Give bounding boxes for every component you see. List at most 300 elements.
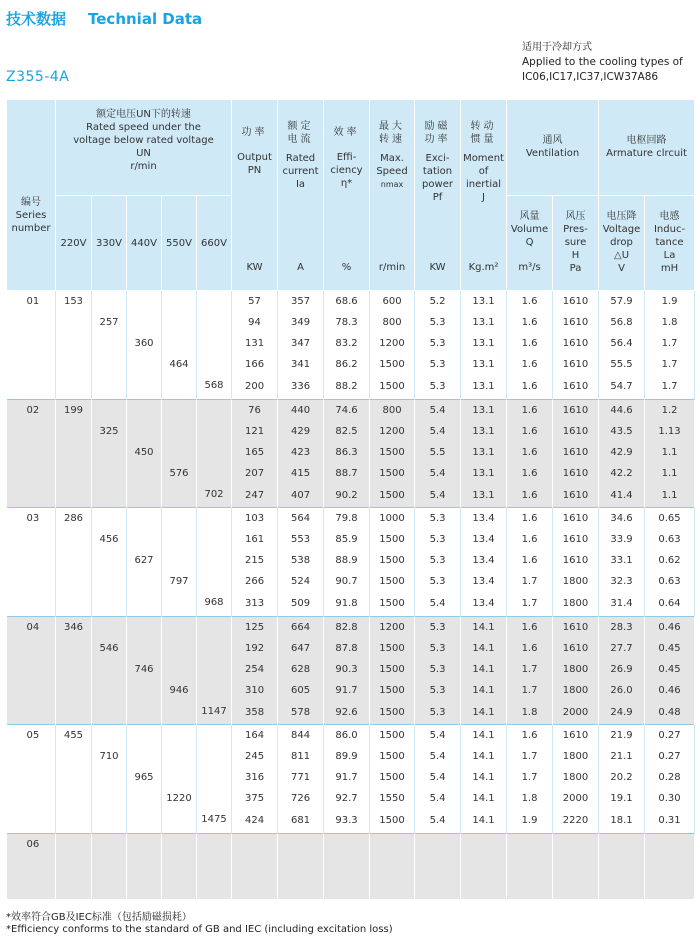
data-cell: 91.8	[324, 592, 370, 616]
speed-cell	[92, 291, 127, 313]
speed-cell	[127, 833, 162, 899]
data-cell: 1.6	[507, 725, 553, 747]
speed-cell	[197, 421, 232, 442]
header-armature-circuit: 电枢回路 Armature clrcuit	[599, 100, 695, 196]
speed-cell	[162, 659, 197, 680]
speed-cell	[56, 312, 92, 333]
data-cell: 1500	[370, 659, 415, 680]
data-cell: 18.1	[599, 809, 645, 833]
data-cell: 424	[232, 809, 278, 833]
speed-cell: 325	[92, 421, 127, 442]
data-cell: 1.9	[507, 809, 553, 833]
table-row	[7, 442, 695, 463]
data-cell: 14.1	[461, 809, 507, 833]
data-cell: 13.1	[461, 484, 507, 508]
speed-cell	[56, 463, 92, 484]
data-cell: 103	[232, 508, 278, 530]
speed-cell	[197, 333, 232, 354]
speed-cell	[56, 638, 92, 659]
data-cell: 92.6	[324, 701, 370, 725]
table-row	[7, 701, 695, 725]
technical-data-table	[6, 99, 695, 899]
data-cell: 88.2	[324, 375, 370, 399]
data-cell: 0.46	[645, 616, 695, 638]
data-cell: 1500	[370, 746, 415, 767]
data-cell: 1800	[553, 571, 599, 592]
series-group-01	[7, 291, 695, 400]
header-series: 编号 Series number	[7, 100, 56, 291]
table-row	[7, 809, 695, 833]
data-cell: 57.9	[599, 291, 645, 313]
data-cell	[324, 833, 370, 899]
speed-cell	[56, 659, 92, 680]
data-cell: 1.7	[507, 767, 553, 788]
footnote-cn: *效率符合GB及IEC标准（包括励磁损耗）	[6, 912, 192, 923]
data-cell: 121	[232, 421, 278, 442]
data-cell: 0.45	[645, 638, 695, 659]
speed-cell: 568	[197, 375, 232, 399]
data-cell: 1500	[370, 463, 415, 484]
data-cell: 1200	[370, 421, 415, 442]
data-cell: 800	[370, 312, 415, 333]
data-cell: 1550	[370, 788, 415, 809]
speed-cell	[56, 484, 92, 508]
table-row	[7, 508, 695, 530]
data-cell: 88.7	[324, 463, 370, 484]
speed-cell	[127, 701, 162, 725]
speed-cell	[197, 833, 232, 899]
speed-cell	[162, 529, 197, 550]
data-cell: 423	[278, 442, 324, 463]
data-cell: 164	[232, 725, 278, 747]
speed-cell	[127, 399, 162, 421]
data-cell: 14.1	[461, 680, 507, 701]
data-cell: 5.3	[415, 616, 461, 638]
speed-cell	[162, 550, 197, 571]
data-cell: 0.64	[645, 592, 695, 616]
data-cell: 1.7	[645, 354, 695, 375]
data-cell: 13.1	[461, 421, 507, 442]
data-cell: 88.9	[324, 550, 370, 571]
data-cell: 1610	[553, 508, 599, 530]
speed-cell: 702	[197, 484, 232, 508]
speed-cell: 546	[92, 638, 127, 659]
data-cell: 42.9	[599, 442, 645, 463]
data-cell: 0.27	[645, 746, 695, 767]
table-row	[7, 746, 695, 767]
data-cell: 1.7	[507, 746, 553, 767]
data-cell: 90.7	[324, 571, 370, 592]
speed-cell	[92, 550, 127, 571]
data-cell: 2000	[553, 788, 599, 809]
data-cell: 664	[278, 616, 324, 638]
data-cell: 1000	[370, 508, 415, 530]
data-cell: 578	[278, 701, 324, 725]
speed-cell	[127, 725, 162, 747]
speed-cell: 946	[162, 680, 197, 701]
data-cell: 1500	[370, 809, 415, 833]
data-cell: 1500	[370, 354, 415, 375]
data-cell: 5.3	[415, 375, 461, 399]
data-cell: 5.4	[415, 725, 461, 747]
header-voltage-660: 660V	[197, 196, 232, 291]
speed-cell: 286	[56, 508, 92, 530]
table-row	[7, 484, 695, 508]
speed-cell: 455	[56, 725, 92, 747]
data-cell	[645, 833, 695, 899]
data-cell: 82.5	[324, 421, 370, 442]
data-cell: 2220	[553, 809, 599, 833]
data-cell: 54.7	[599, 375, 645, 399]
data-cell: 341	[278, 354, 324, 375]
speed-cell	[162, 701, 197, 725]
data-cell: 33.9	[599, 529, 645, 550]
data-cell: 76	[232, 399, 278, 421]
data-cell: 1.7	[507, 571, 553, 592]
data-cell: 1500	[370, 442, 415, 463]
data-cell: 14.1	[461, 616, 507, 638]
table-row	[7, 616, 695, 638]
speed-cell	[56, 421, 92, 442]
data-cell	[507, 833, 553, 899]
speed-cell	[56, 701, 92, 725]
data-cell: 254	[232, 659, 278, 680]
data-cell: 215	[232, 550, 278, 571]
speed-cell	[162, 484, 197, 508]
table-row	[7, 725, 695, 747]
cooling-cn: 适用于冷却方式	[522, 42, 592, 53]
table-header	[7, 100, 695, 291]
data-cell: 13.1	[461, 399, 507, 421]
speed-cell	[197, 550, 232, 571]
speed-cell	[56, 442, 92, 463]
data-cell: 1.2	[645, 399, 695, 421]
table-row	[7, 638, 695, 659]
series-number: 03	[7, 508, 56, 617]
speed-cell	[56, 809, 92, 833]
header-voltage-550: 550V	[162, 196, 197, 291]
data-cell: 13.4	[461, 592, 507, 616]
data-cell: 0.63	[645, 571, 695, 592]
data-cell: 56.4	[599, 333, 645, 354]
data-cell: 86.2	[324, 354, 370, 375]
title-en: Technial Data	[88, 10, 203, 28]
speed-cell	[92, 484, 127, 508]
speed-cell	[197, 788, 232, 809]
data-cell: 1.6	[507, 529, 553, 550]
data-cell: 5.4	[415, 809, 461, 833]
data-cell: 1610	[553, 375, 599, 399]
data-cell: 1.13	[645, 421, 695, 442]
speed-cell	[162, 508, 197, 530]
speed-cell	[56, 529, 92, 550]
speed-cell	[197, 659, 232, 680]
speed-cell	[92, 701, 127, 725]
speed-cell	[127, 788, 162, 809]
data-cell: 0.46	[645, 680, 695, 701]
speed-cell	[127, 638, 162, 659]
data-cell: 0.45	[645, 659, 695, 680]
speed-cell	[197, 508, 232, 530]
data-cell: 1.7	[507, 680, 553, 701]
data-cell: 347	[278, 333, 324, 354]
data-cell: 26.9	[599, 659, 645, 680]
data-cell: 1610	[553, 291, 599, 313]
data-cell: 5.3	[415, 312, 461, 333]
speed-cell	[127, 463, 162, 484]
speed-cell	[92, 809, 127, 833]
data-cell: 1610	[553, 333, 599, 354]
data-cell: 1.6	[507, 638, 553, 659]
data-cell: 600	[370, 291, 415, 313]
speed-cell	[92, 725, 127, 747]
speed-cell	[92, 333, 127, 354]
speed-cell	[162, 375, 197, 399]
data-cell: 43.5	[599, 421, 645, 442]
data-cell	[461, 833, 507, 899]
speed-cell	[162, 616, 197, 638]
series-group-04	[7, 616, 695, 725]
footnote-en: *Efficiency conforms to the standard of GB and IEC (including excitation loss)	[6, 924, 393, 935]
data-cell: 1.1	[645, 463, 695, 484]
header-voltage-220: 220V	[56, 196, 92, 291]
series-group-05	[7, 725, 695, 834]
data-cell: 1.9	[645, 291, 695, 313]
data-cell: 5.3	[415, 333, 461, 354]
speed-cell	[197, 312, 232, 333]
speed-cell	[56, 333, 92, 354]
data-cell: 5.4	[415, 767, 461, 788]
data-cell: 524	[278, 571, 324, 592]
speed-cell	[162, 833, 197, 899]
data-cell: 0.30	[645, 788, 695, 809]
data-cell: 358	[232, 701, 278, 725]
data-cell: 1800	[553, 592, 599, 616]
speed-cell	[127, 809, 162, 833]
data-cell: 5.3	[415, 550, 461, 571]
table-row	[7, 399, 695, 421]
data-cell: 5.3	[415, 701, 461, 725]
data-cell: 1610	[553, 421, 599, 442]
data-cell: 94	[232, 312, 278, 333]
speed-cell	[127, 592, 162, 616]
speed-cell	[127, 508, 162, 530]
data-cell: 41.4	[599, 484, 645, 508]
speed-cell	[162, 312, 197, 333]
data-cell: 13.1	[461, 354, 507, 375]
data-cell: 1.1	[645, 484, 695, 508]
data-cell: 1610	[553, 484, 599, 508]
speed-cell: 710	[92, 746, 127, 767]
speed-cell	[197, 767, 232, 788]
data-cell: 1.7	[507, 592, 553, 616]
data-cell: 0.62	[645, 550, 695, 571]
table-row	[7, 291, 695, 313]
speed-cell	[197, 442, 232, 463]
data-cell: 1.8	[645, 312, 695, 333]
data-cell: 1500	[370, 680, 415, 701]
data-cell: 87.8	[324, 638, 370, 659]
data-cell: 5.4	[415, 463, 461, 484]
speed-cell	[162, 291, 197, 313]
page-title	[6, 8, 202, 29]
speed-cell	[162, 592, 197, 616]
cooling-line1: Applied to the cooling types of	[522, 56, 683, 68]
speed-cell	[56, 592, 92, 616]
data-cell: 1610	[553, 725, 599, 747]
data-cell: 207	[232, 463, 278, 484]
data-cell: 68.6	[324, 291, 370, 313]
speed-cell	[162, 746, 197, 767]
data-cell: 0.63	[645, 529, 695, 550]
data-cell: 1800	[553, 680, 599, 701]
table-row	[7, 354, 695, 375]
speed-cell: 257	[92, 312, 127, 333]
data-cell: 1500	[370, 638, 415, 659]
data-cell: 56.8	[599, 312, 645, 333]
table-row	[7, 767, 695, 788]
data-cell: 1610	[553, 616, 599, 638]
data-cell: 1610	[553, 638, 599, 659]
data-cell: 13.1	[461, 463, 507, 484]
data-cell: 5.4	[415, 399, 461, 421]
speed-cell	[197, 463, 232, 484]
data-cell: 92.7	[324, 788, 370, 809]
data-cell: 375	[232, 788, 278, 809]
speed-cell	[127, 529, 162, 550]
data-cell: 1610	[553, 550, 599, 571]
data-cell: 1.6	[507, 312, 553, 333]
speed-cell	[92, 571, 127, 592]
data-cell: 681	[278, 809, 324, 833]
data-cell: 13.1	[461, 333, 507, 354]
data-cell: 42.2	[599, 463, 645, 484]
header-inductance: 电感 Induc- tance La mH	[645, 196, 695, 291]
speed-cell	[197, 680, 232, 701]
data-cell: 1.7	[507, 659, 553, 680]
series-number: 04	[7, 616, 56, 725]
data-cell: 86.3	[324, 442, 370, 463]
data-cell: 245	[232, 746, 278, 767]
data-cell: 19.1	[599, 788, 645, 809]
table-row	[7, 550, 695, 571]
data-cell: 74.6	[324, 399, 370, 421]
series-group-06	[7, 833, 695, 899]
data-cell: 1200	[370, 616, 415, 638]
data-cell: 1.6	[507, 463, 553, 484]
data-cell: 0.48	[645, 701, 695, 725]
data-cell: 5.3	[415, 354, 461, 375]
data-cell: 90.2	[324, 484, 370, 508]
data-cell: 5.3	[415, 659, 461, 680]
data-cell: 57	[232, 291, 278, 313]
data-cell: 538	[278, 550, 324, 571]
speed-cell: 346	[56, 616, 92, 638]
data-cell: 90.3	[324, 659, 370, 680]
cooling-types	[522, 40, 683, 85]
speed-cell	[197, 571, 232, 592]
data-cell: 429	[278, 421, 324, 442]
data-cell: 1800	[553, 746, 599, 767]
data-cell: 1610	[553, 529, 599, 550]
header-efficiency: 效率 Effi- ciency η* %	[324, 100, 370, 291]
speed-cell	[127, 421, 162, 442]
title-cn: 技术数据	[6, 10, 67, 28]
data-cell: 91.7	[324, 680, 370, 701]
speed-cell: 464	[162, 354, 197, 375]
speed-cell	[127, 312, 162, 333]
speed-cell	[56, 375, 92, 399]
data-cell: 14.1	[461, 788, 507, 809]
data-cell: 349	[278, 312, 324, 333]
speed-cell	[197, 291, 232, 313]
header-output: 功率 Output PN KW	[232, 100, 278, 291]
speed-cell	[127, 571, 162, 592]
data-cell: 82.8	[324, 616, 370, 638]
data-cell: 1800	[553, 767, 599, 788]
data-cell: 86.0	[324, 725, 370, 747]
data-cell: 161	[232, 529, 278, 550]
data-cell: 564	[278, 508, 324, 530]
data-cell: 26.0	[599, 680, 645, 701]
data-cell: 14.1	[461, 638, 507, 659]
speed-cell: 968	[197, 592, 232, 616]
data-cell: 844	[278, 725, 324, 747]
data-cell: 24.9	[599, 701, 645, 725]
table-row	[7, 375, 695, 399]
speed-cell: 450	[127, 442, 162, 463]
data-cell	[278, 833, 324, 899]
speed-cell: 627	[127, 550, 162, 571]
table-row	[7, 463, 695, 484]
speed-cell	[127, 291, 162, 313]
data-cell: 1.1	[645, 442, 695, 463]
speed-cell	[162, 421, 197, 442]
speed-cell	[127, 616, 162, 638]
speed-cell	[56, 680, 92, 701]
table-row	[7, 833, 695, 899]
speed-cell	[197, 529, 232, 550]
table-row	[7, 788, 695, 809]
data-cell: 1.7	[645, 333, 695, 354]
speed-cell	[92, 616, 127, 638]
data-cell: 85.9	[324, 529, 370, 550]
header-rated-current: 额定 电流 Rated current Ia A	[278, 100, 324, 291]
data-cell: 1500	[370, 592, 415, 616]
data-cell: 726	[278, 788, 324, 809]
table-row	[7, 659, 695, 680]
data-cell: 13.4	[461, 508, 507, 530]
speed-cell: 360	[127, 333, 162, 354]
data-cell: 166	[232, 354, 278, 375]
data-cell: 5.5	[415, 442, 461, 463]
header-ventilation: 通风 Ventilation	[507, 100, 599, 196]
speed-cell	[162, 399, 197, 421]
speed-cell	[197, 616, 232, 638]
speed-cell	[162, 725, 197, 747]
series-number: 02	[7, 399, 56, 508]
speed-cell	[197, 399, 232, 421]
speed-cell	[162, 638, 197, 659]
speed-cell	[92, 442, 127, 463]
speed-cell	[127, 484, 162, 508]
speed-cell	[92, 833, 127, 899]
data-cell: 1.6	[507, 333, 553, 354]
data-cell: 14.1	[461, 767, 507, 788]
data-cell: 83.2	[324, 333, 370, 354]
data-cell: 125	[232, 616, 278, 638]
data-cell: 5.3	[415, 680, 461, 701]
